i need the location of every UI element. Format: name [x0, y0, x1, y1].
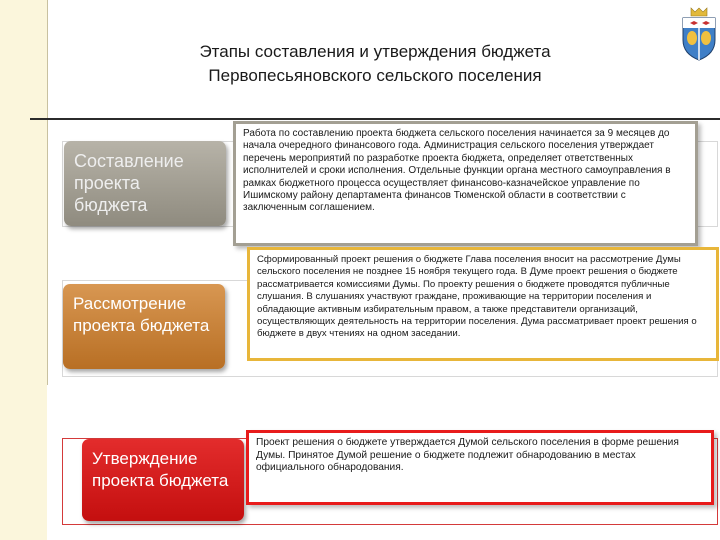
left-decor-line: [47, 0, 48, 385]
title-line-2: Первопесьяновского сельского поселения: [208, 66, 542, 85]
left-decor-band: [0, 0, 47, 540]
coat-of-arms-icon: [678, 6, 720, 62]
stage-3-label[interactable]: Утверждение проекта бюджета: [82, 439, 244, 521]
stage-3-description: Проект решения о бюджете утверждается Думой сельского поселения в форме решения Думы. Принятое Думой решение о бюджете подлежит обнародованию в местах официального обнародования.: [246, 430, 714, 505]
stage-1-label[interactable]: Составление проекта бюджета: [64, 141, 226, 226]
stage-1-description: Работа по составлению проекта бюджета сельского поселения начинается за 9 месяцев до начала очередного финансового года. Администрация сельского поселения утверждает перечень мероприятий по разработке проекта бюджета, определяет ответственных исполнителей и сроки исполнения. Отдельные функции органа местного самоуправления в рамках бюджетного процесса осуществляет финансово-казначейское управление по Ишимскому району департамента финансов Тюменской области в соответствии с заключенным соглашением.: [233, 121, 698, 246]
header-divider: [30, 118, 720, 120]
page-title: [70, 40, 680, 88]
stage-2-label[interactable]: Рассмотрение проекта бюджета: [63, 284, 225, 369]
title-line-1: Этапы составления и утверждения бюджета: [199, 42, 551, 61]
stage-2-description: Сформированный проект решения о бюджете Глава поселения вносит на рассмотрение Думы сельского поселения не позднее 15 ноября текущего года. В Думе проект решения о бюджете рассматривается комиссиями Думы. По проекту решения о бюджете проводятся публичные слушания. В слушаниях участвуют граждане, проживающие на территории поселения и обладающие активным избирательным правом, а также представители организаций, осуществляющих деятельность на территории поселения. Дума рассматривает проект решения о бюджете в двух чтениях на одном заседании.: [247, 247, 719, 361]
